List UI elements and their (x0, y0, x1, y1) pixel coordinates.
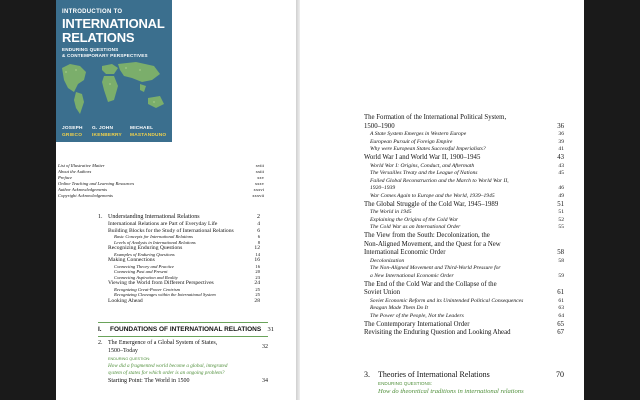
chapter-3-title: Theories of International Relations (378, 370, 490, 379)
toc-entry-page: 51 (558, 209, 564, 216)
cover-author-3-last: MASTANDUNO (130, 133, 167, 138)
chapter-2-number: 2. (98, 340, 103, 346)
toc-entry-page: 16 (255, 263, 260, 269)
toc-entry (364, 298, 564, 306)
cover-author-2-last: IKENBERRY (92, 133, 122, 138)
cover-title-line1: INTERNATIONAL (62, 16, 165, 31)
toc-entry-page: 46 (558, 185, 564, 192)
toc-entry (364, 123, 564, 132)
toc-entry-page: 4 (257, 221, 260, 228)
toc-entry-page: 6 (257, 234, 260, 239)
toc-entry-label: International Economic Order (364, 249, 446, 257)
chapter-2-title-line1: The Emergence of a Global System of States, (108, 340, 218, 346)
toc-entry-page: 43 (558, 162, 564, 169)
toc-entry (98, 298, 260, 306)
left-page (56, 0, 298, 400)
toc-entry-page: 24 (254, 280, 260, 287)
toc-entry (364, 170, 564, 178)
toc-entry (364, 313, 564, 321)
toc-entry (364, 249, 564, 258)
toc-entry-label: Soviet Economic Reform and its Unintended Political Consequences (370, 297, 524, 304)
toc-entry (364, 265, 564, 273)
toc-entry-label: The Non-Aligned Movement and Third-World Pressure for (370, 265, 501, 272)
toc-entry-page: 52 (558, 216, 564, 223)
toc-entry-label: Explaining the Origins of the Cold War (370, 216, 459, 223)
toc-entry (364, 154, 564, 163)
toc-entry-page: 12 (254, 245, 260, 252)
cover-subtitle-line1: ENDURING QUESTIONS (62, 47, 119, 52)
toc-entry-label: Connecting Past and Present (114, 269, 168, 275)
toc-entry-page: 8 (257, 239, 260, 245)
chapter-2-eq-label: ENDURING QUESTION: (108, 357, 151, 361)
toc-entry (364, 114, 564, 123)
part-title: FOUNDATIONS OF INTERNATIONAL RELATIONS (110, 326, 262, 333)
toc-entry-label: Revisiting the Enduring Question and Looking Ahead (364, 329, 511, 337)
toc-entry-label: The View from the South: Decolonization, the (364, 232, 490, 239)
toc-entry (364, 241, 564, 250)
toc-entry-page: 23 (255, 274, 260, 280)
toc-entry-page: 45 (558, 170, 564, 177)
toc-entry (364, 305, 564, 313)
toc-entry (364, 217, 564, 225)
toc-entry-label: The Contemporary International Order (364, 320, 470, 328)
toc-entry-label: The Cold War as an International Order (370, 224, 461, 231)
toc-entry-label: International Relations are Part of Everyday Life (108, 221, 218, 228)
toc-entry-page: 61 (557, 289, 564, 297)
toc-entry-label: The Versailles Treaty and the League of Nations (370, 170, 478, 177)
front-matter-item-label: About the Authors (58, 169, 92, 174)
chapter-3-eq-label: ENDURING QUESTIONS: (378, 381, 433, 386)
toc-entry-page: 67 (557, 329, 564, 337)
toc-entry-page: 64 (558, 313, 564, 319)
toc-entry (364, 146, 564, 154)
chapter-1-title-page: 2 (257, 214, 260, 220)
toc-entry-label: The World in 1945 (370, 209, 412, 216)
toc-entry-label: European Pursuit of Foreign Empire (370, 138, 453, 145)
toc-entry (364, 321, 564, 330)
toc-entry-page: 14 (255, 251, 260, 257)
toc-entry-page: 43 (557, 154, 564, 161)
front-matter-item-label: Preface (58, 175, 73, 180)
cover-author-2-first: G. JOHN (92, 126, 114, 131)
front-matter-item-page: xxxvi (253, 187, 264, 192)
front-matter-item-label: Online Teaching and Learning Resources (58, 181, 135, 186)
part-rule-top (98, 322, 268, 323)
toc-entry-label: The Power of the People, Not the Leaders (370, 313, 464, 319)
chapter-2-eq-line2: system of states for which order is an ongoing problem? (108, 370, 225, 376)
toc-entry-page: 63 (558, 305, 564, 312)
toc-entry-page: 58 (557, 249, 564, 257)
front-matter-item-page: xxxv (254, 181, 264, 186)
toc-entry (364, 209, 564, 217)
world-map-graphic (56, 58, 172, 120)
cover-subtitle-line2: & CONTEMPORARY PERSPECTIVES (62, 53, 148, 58)
toc-entry-page: 49 (558, 193, 564, 199)
toc-entry-label: World War I and World War II, 1900–1945 (364, 154, 481, 161)
toc-entry-label: Connecting Aspiration and Reality (114, 274, 178, 280)
toc-entry (364, 224, 564, 232)
chapter-2-starting-page: 34 (262, 378, 268, 384)
chapter-2-starting-point: Starting Point: The World in 1500 (108, 378, 190, 384)
toc-entry-label: War Comes Again to Europe and the World, 1939–1945 (370, 193, 495, 199)
toc-entry-label: Basic Concepts for International Relations (114, 234, 193, 239)
toc-entry-page: 36 (558, 131, 564, 138)
toc-entry (364, 289, 564, 298)
toc-entry-label: Soviet Union (364, 289, 401, 297)
toc-entry-label: Failed Global Reconstruction and the March to World War II, (370, 177, 509, 184)
toc-entry-label: Building Blocks for the Study of International Relations (108, 227, 234, 234)
chapter-2-title-line2: 1500–Today (108, 348, 138, 354)
chapter-3-page: 70 (556, 370, 564, 379)
toc-entry-page: 16 (254, 257, 260, 264)
toc-entry-label: Reagan Made Them Do It (370, 305, 429, 312)
front-matter-item-label: List of Illustrative Matter (58, 163, 105, 168)
toc-entry (364, 329, 564, 338)
front-matter-item-label: Author Acknowledgements (58, 187, 108, 192)
cover-author-1-last: GRIECO (62, 133, 83, 138)
toc-entry-page: 59 (558, 273, 564, 279)
chapter-2-eq-line1: How did a fragmented world become a global, integrated (108, 363, 228, 369)
book-cover (56, 0, 172, 142)
cover-author-1-first: JOSEPH (62, 126, 83, 131)
chapter-1-title-label: Understanding International Relations (108, 214, 200, 220)
toc-entry-label: The Formation of the International Political System, (364, 114, 507, 121)
toc-entry (364, 281, 564, 290)
toc-entry-label: Levels of Analysis in International Relations (114, 239, 196, 245)
chapter-2-page: 32 (262, 344, 268, 350)
toc-entry-label: Examples of Enduring Questions (114, 251, 175, 257)
toc-entry-label: Why were European States Successful Imperialists? (370, 146, 486, 153)
toc-entry-page: 55 (558, 224, 564, 231)
toc-entry-page: 20 (255, 269, 260, 275)
toc-entry-label: Recognizing Enduring Questions (108, 245, 183, 252)
front-matter-item-page: xxiii (255, 169, 264, 174)
cover-title-line2: RELATIONS (62, 30, 135, 45)
cover-intro: INTRODUCTION TO (62, 9, 123, 15)
toc-entry-label: The Global Struggle of the Cold War, 1945–1989 (364, 200, 499, 208)
toc-entry (364, 185, 564, 193)
toc-entry-page: 6 (257, 227, 260, 234)
toc-entry-page: 41 (558, 146, 564, 153)
toc-entry-page: 25 (255, 292, 260, 298)
toc-entry-label: 1920–1939 (370, 185, 396, 192)
toc-entry (364, 273, 564, 281)
toc-entry-label: Non-Aligned Movement, and the Quest for a New (364, 240, 501, 248)
toc-entry-label: 1500–1900 (364, 122, 395, 130)
toc-entry-label: Recognizing Cleavages within the International System (114, 292, 216, 298)
toc-entry-page: 36 (557, 122, 564, 130)
toc-entry-label: A State System Emerges in Western Europe (370, 131, 467, 138)
toc-entry (364, 178, 564, 186)
toc-entry-label: Viewing the World from Different Perspectives (108, 280, 214, 287)
toc-entry-page: 65 (557, 320, 564, 328)
toc-entry (364, 131, 564, 139)
cover-author-3-first: MICHAEL (130, 126, 154, 131)
toc-entry-label: Making Connections (108, 257, 155, 264)
toc-entry-label: The End of the Cold War and the Collapse of the (364, 280, 497, 288)
front-matter-item (58, 193, 264, 200)
toc-entry-label: Looking Ahead (108, 298, 143, 304)
toc-entry (364, 193, 564, 201)
toc-entry-page: 28 (254, 298, 260, 304)
toc-entry-label: Connecting Theory and Practice (114, 263, 175, 269)
chapter-1-title-number: 1. (98, 214, 103, 220)
front-matter-item-label: Copyright Acknowledgements (58, 193, 113, 198)
part-rule-bottom (98, 336, 268, 337)
toc-entry-page: 58 (558, 257, 564, 264)
toc-entry-page: 39 (558, 138, 564, 145)
chapter-3-eq-line1: How do theoretical traditions in international relations (378, 388, 524, 395)
part-page: 31 (267, 326, 274, 333)
front-matter-item-page: xxv (257, 175, 264, 180)
right-page (300, 0, 584, 400)
toc-entry (364, 201, 564, 210)
front-matter-item-page: xviii (255, 163, 264, 168)
chapter-3-number: 3. (364, 370, 370, 379)
toc-entry-label: a New International Economic Order (370, 273, 454, 279)
toc-entry-page: 25 (255, 286, 260, 292)
part-number: I. (98, 326, 102, 333)
toc-entry-label: Recognizing Great-Power Centrism (114, 286, 180, 292)
toc-entry-label: World War I: Origins, Conduct, and Aftermath (370, 162, 475, 169)
toc-entry (364, 232, 564, 241)
toc-entry-label: Decolonization (370, 257, 405, 264)
toc-entry-page: 61 (558, 297, 564, 304)
front-matter-item-page: xxxvii (252, 193, 264, 198)
toc-entry-page: 51 (557, 200, 564, 208)
